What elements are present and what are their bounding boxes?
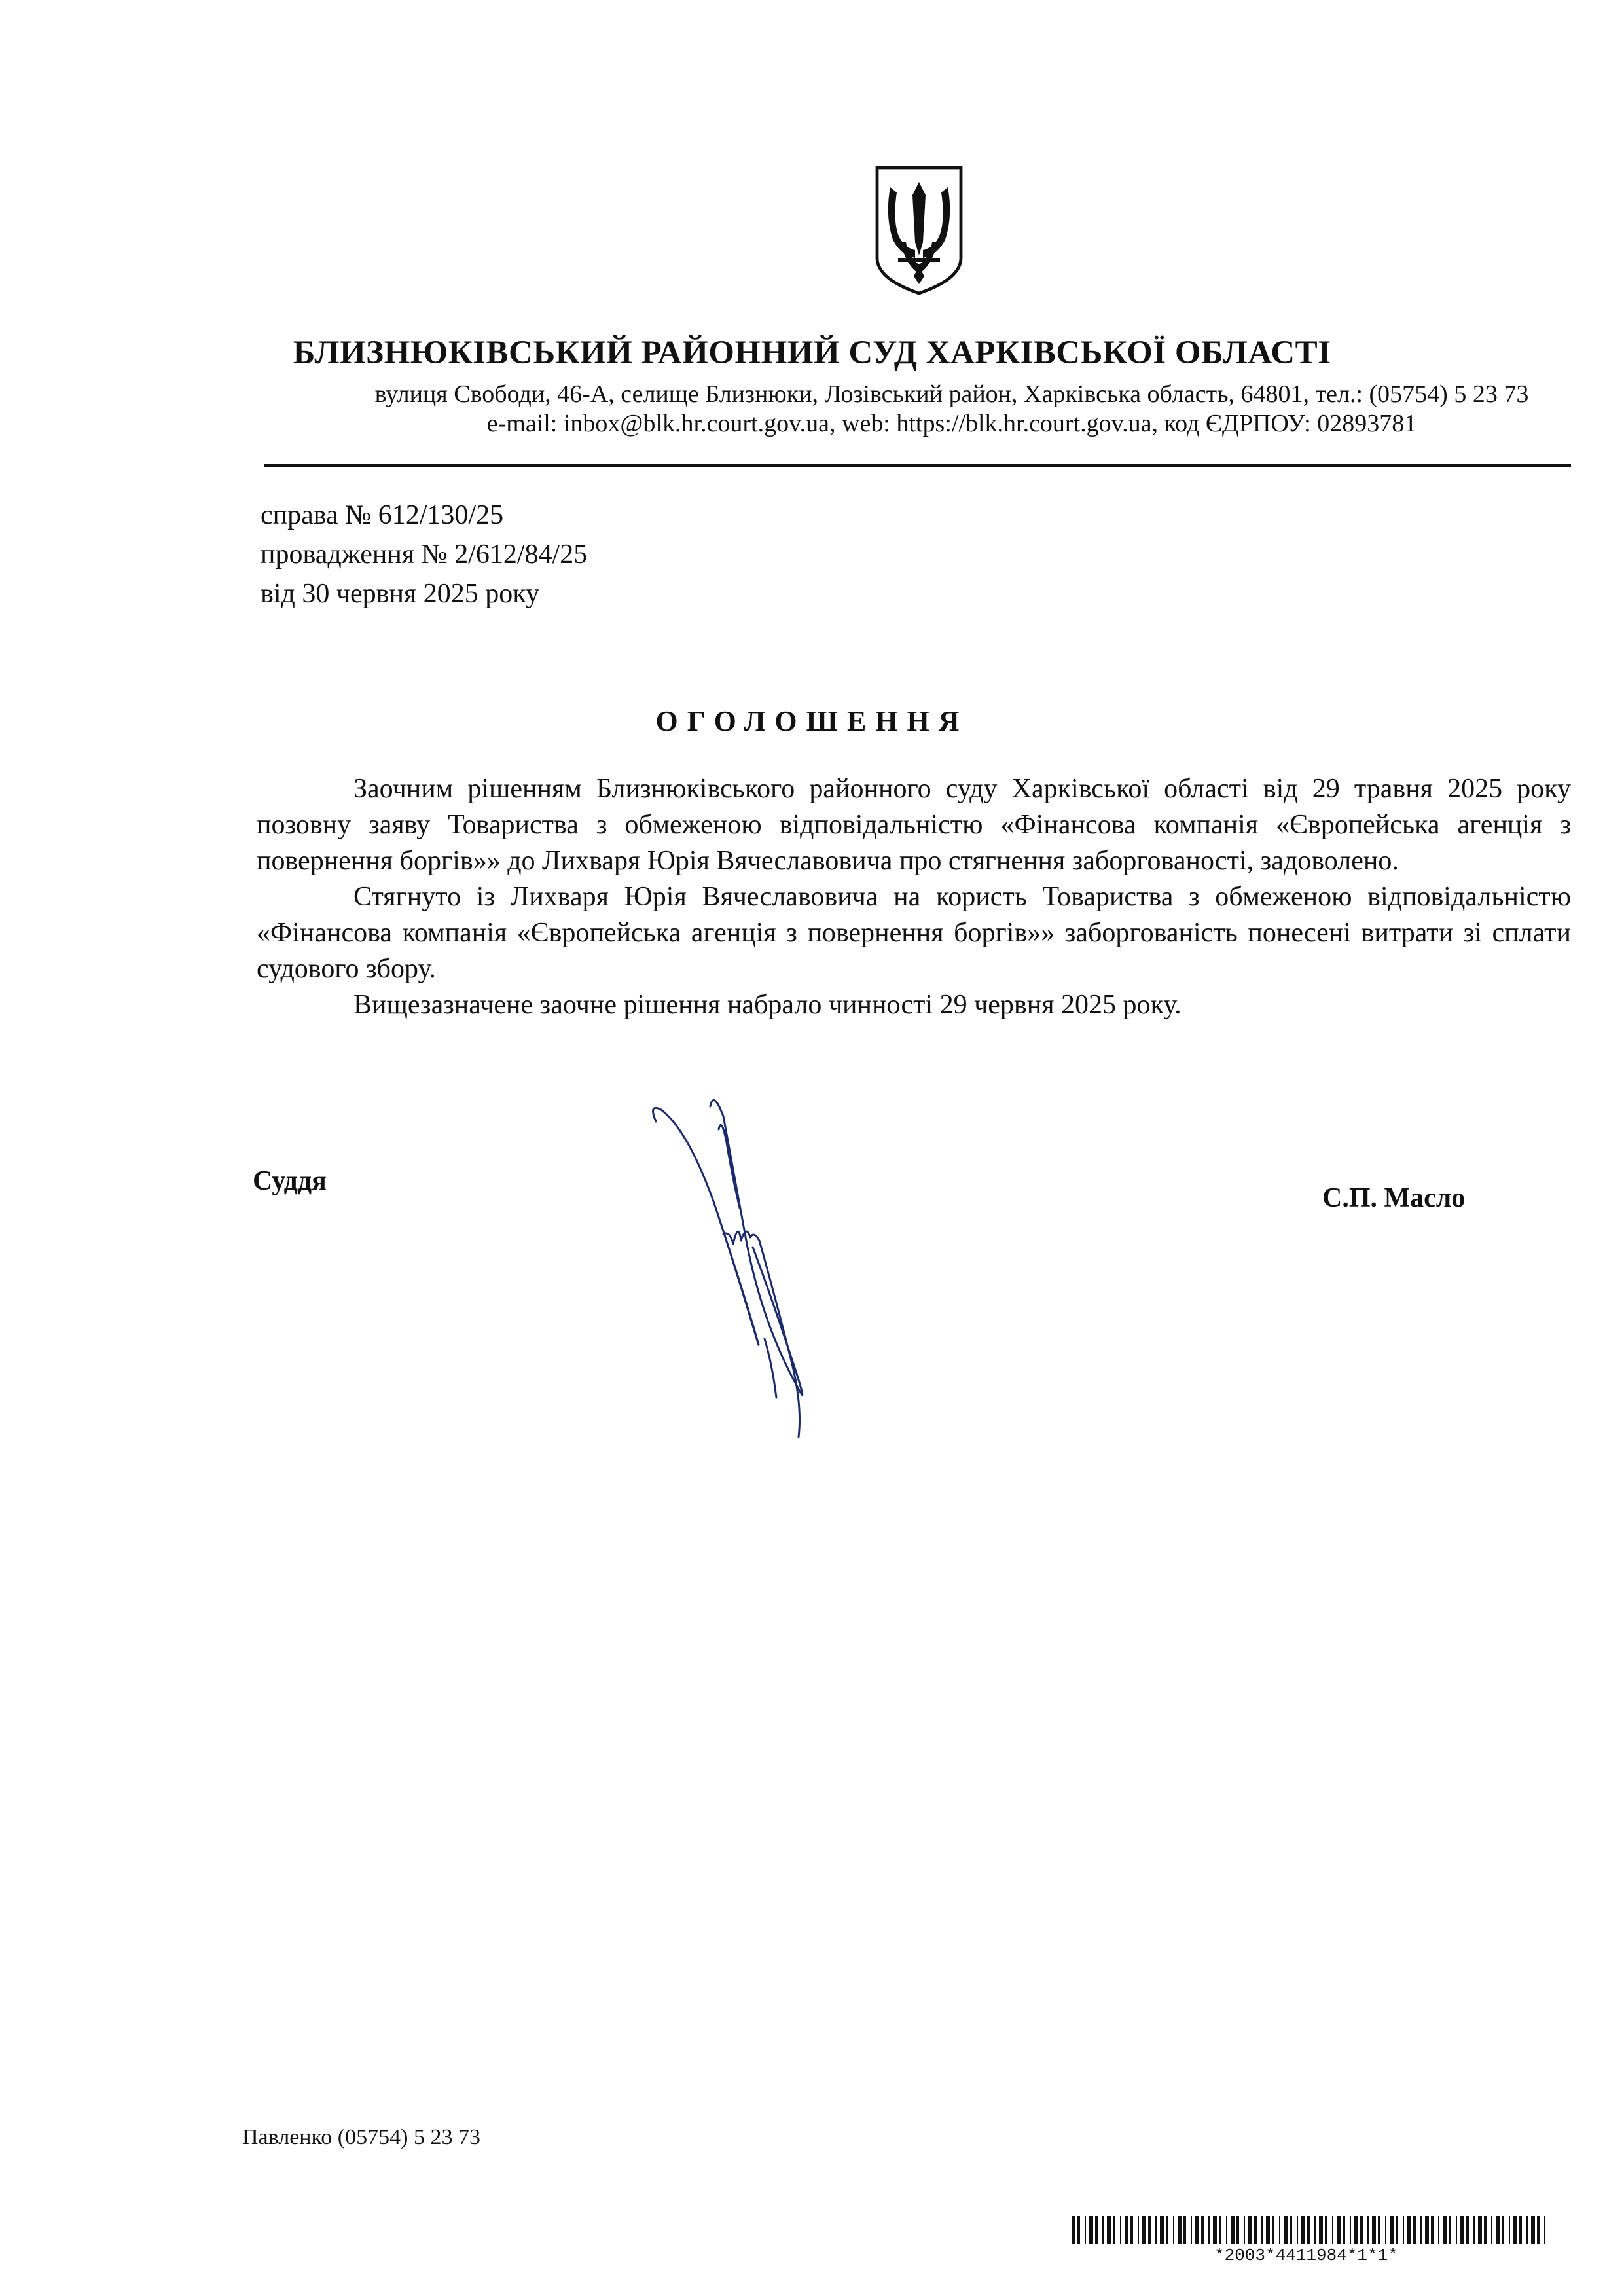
- body-paragraph: Заочним рішенням Близнюківського районного суду Харківської області від 29 травня 2025 року позовну заяву Товариства з обмеженою відповідальністю «Фінансова компанія «Європейська агенція з повернення боргів»» до Лихваря Юрія Вячеславовича про стягнення заборгованості, задоволено.: [257, 774, 1571, 876]
- announcement-body: [257, 771, 1571, 1023]
- barcode-number: *2003*4411984*1*1*: [1214, 2246, 1398, 2265]
- judge-label: Суддя: [253, 1166, 327, 1196]
- case-number: справа № 612/130/25: [261, 500, 504, 530]
- body-paragraph: Вищезазначене заочне рішення набрало чинності 29 червня 2025 року.: [353, 990, 1182, 1020]
- proceeding-number: провадження № 2/612/84/25: [261, 539, 588, 570]
- document-title: ОГОЛОШЕННЯ: [655, 705, 969, 737]
- author-contact: Павленко (05754) 5 23 73: [242, 2125, 480, 2149]
- court-address: вулиця Свободи, 46-А, селище Близнюки, Лозівський район, Харківська область, 64801, тел.: (05754) 5 23 73: [374, 380, 1529, 408]
- court-name: БЛИЗНЮКІВСЬКИЙ РАЙОННИЙ СУД ХАРКІВСЬКОЇ ОБЛАСТІ: [293, 335, 1331, 371]
- trident-coat-of-arms-icon: [872, 164, 966, 297]
- body-paragraph: Стягнуто із Лихваря Юрія Вячеславовича на користь Товариства з обмеженою відповідальністю «Фінансова компанія «Європейська агенція з повернення боргів»» заборгованість понесені витрати зі сплати судового збору.: [257, 882, 1571, 984]
- judge-name: С.П. Масло: [1322, 1183, 1466, 1213]
- handwritten-signature: [648, 1090, 844, 1444]
- barcode: [1072, 2216, 1552, 2244]
- court-online-contacts: e-mail: inbox@blk.hr.court.gov.ua, web: https://blk.hr.court.gov.ua, код ЄДРПОУ: 02893781: [486, 410, 1417, 437]
- case-date: від 30 червня 2025 року: [261, 579, 540, 609]
- header-divider: [264, 464, 1571, 467]
